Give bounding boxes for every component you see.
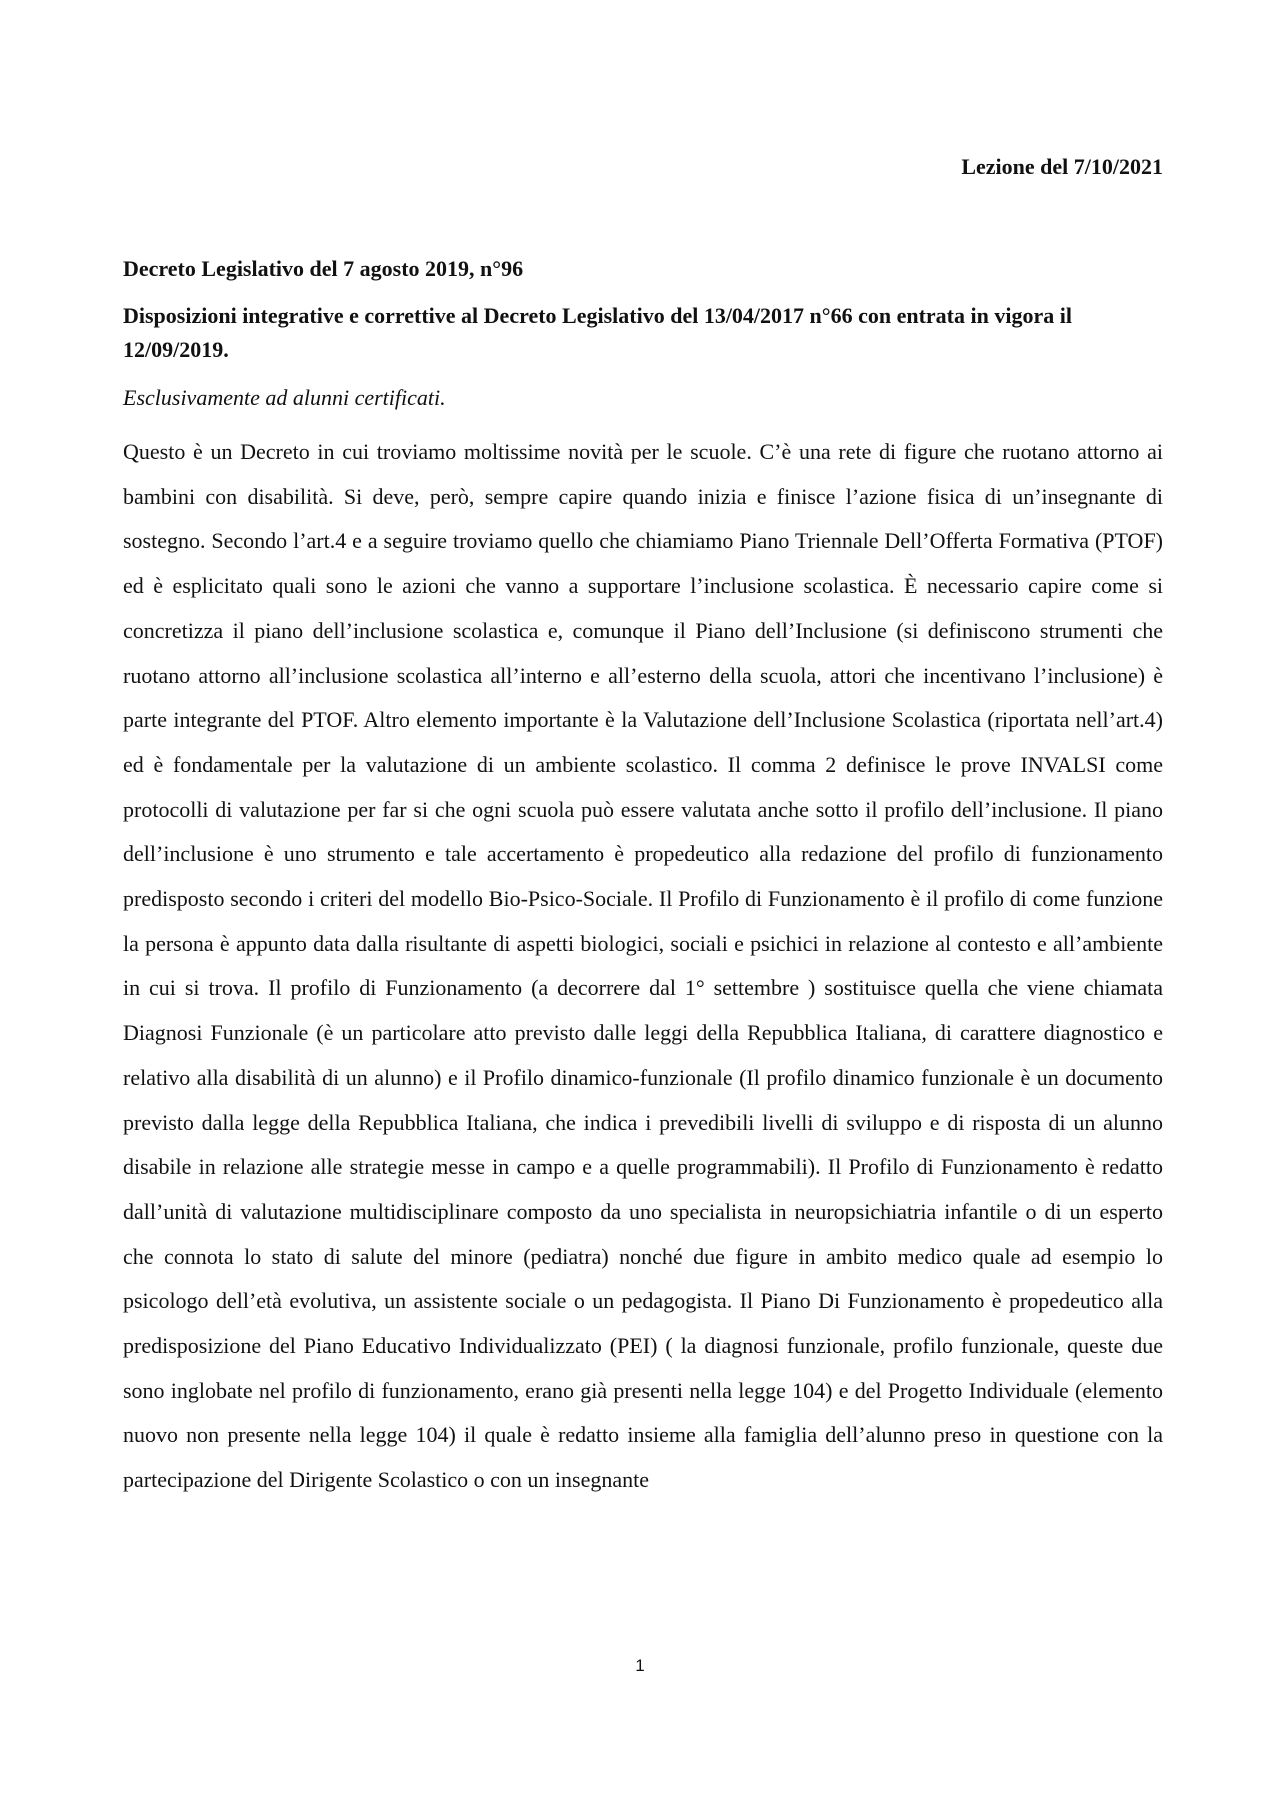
lesson-date-header: Lezione del 7/10/2021 [961,154,1163,179]
page-number: 1 [635,1656,645,1675]
decree-subtitle: Disposizioni integrative e correttive al Decreto Legislativo del 13/04/2017 n°66 con entrata in vigora il 12/09/2019. [123,303,1072,362]
body-paragraph: Questo è un Decreto in cui troviamo moltissime novità per le scuole. C’è una rete di figure che ruotano attorno ai bambini con disabilità. Si deve, però, sempre capire quando inizia e finisce l’azione fisica di un’insegnante di sostegno. Secondo l’art.4 e a seguire troviamo quello che chiamiamo Piano Triennale Dell’Offerta Formativa (PTOF) ed è esplicitato quali sono le azioni che vanno a supportare l’inclusione scolastica. È necessario capire come si concretizza il piano dell’inclusione scolastica e, comunque il Piano dell’Inclusione (si definiscono strumenti che ruotano attorno all’inclusione scolastica all’interno e all’esterno della scuola, attori che incentivano l’inclusione) è parte integrante del PTOF. Altro elemento importante è la Valutazione dell’Inclusione Scolastica (riportata nell’art.4) ed è fondamentale per la valutazione di un ambiente scolastico. Il comma 2 definisce le prove INVALSI come protocolli di valutazione per far si che ogni scuola può essere valutata anche sotto il profilo dell’inclusione. Il piano dell’inclusione è uno strumento e tale accertamento è propedeutico alla redazione del profilo di funzionamento predisposto secondo i criteri del modello Bio-Psico-Sociale. Il Profilo di Funzionamento è il profilo di come funzione la persona è appunto data dalla risultante di aspetti biologici, sociali e psichici in relazione al contesto e all’ambiente in cui si trova. Il profilo di Funzionamento (a decorrere dal 1° settembre ) sostituisce quella che viene chiamata Diagnosi Funzionale (è un particolare atto previsto dalle leggi della Repubblica Italiana, di carattere diagnostico e relativo alla disabilità di un alunno) e il Profilo dinamico-funzionale (Il profilo dinamico funzionale è un documento previsto dalla legge della Repubblica Italiana, che indica i prevedibili livelli di sviluppo e di risposta di un alunno disabile in relazione alle strategie messe in campo e a quelle programmabili). Il Profilo di Funzionamento è redatto dall’unità di valutazione multidisciplinare composto da uno specialista in neuropsichiatria infantile o di un esperto che connota lo stato di salute del minore (pediatra) nonché due figure in ambito medico quale ad esempio lo psicologo dell’età evolutiva, un assistente sociale o un pedagogista. Il Piano Di Funzionamento è propedeutico alla predisposizione del Piano Educativo Individualizzato (PEI) ( la diagnosi funzionale, profilo funzionale, queste due sono inglobate nel profilo di funzionamento, erano già presenti nella legge 104) e del Progetto Individuale (elemento nuovo non presente nella legge 104) il quale è redatto insieme alla famiglia dell’alunno preso in questione con la partecipazione del Dirigente Scolastico o con un insegnante [123,439,1163,1493]
intro-note: Esclusivamente ad alunni certificati. [123,385,446,410]
decree-title: Decreto Legislativo del 7 agosto 2019, n°96 [123,256,524,281]
